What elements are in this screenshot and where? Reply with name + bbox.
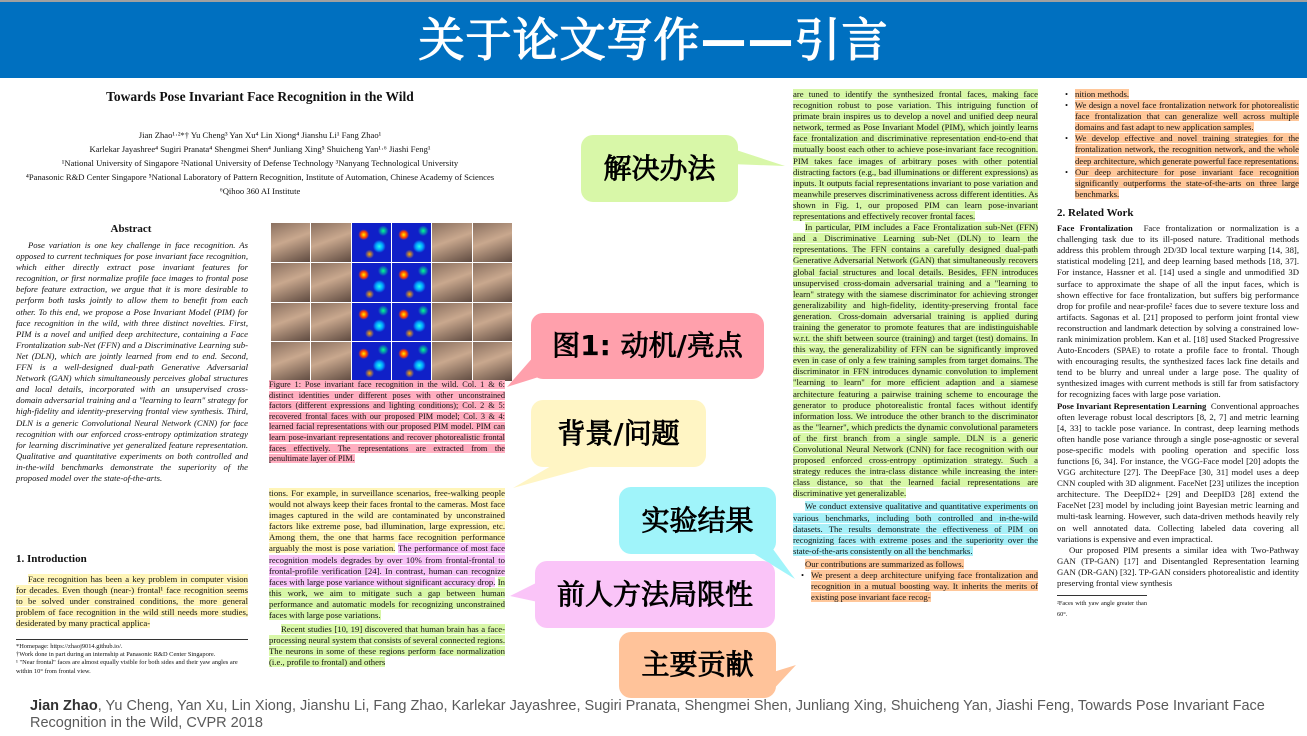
citation-text: , Yu Cheng, Yan Xu, Lin Xiong, Jianshu Li, Fang Zhao, Karlekar Jayashree, Sugiri Pranata, Shengmei Shen, Junliang Xing, Shuicheng Yan, Jiashi Feng, Towards Pose Invariant Face Recognition in the Wild, CVPR 2018 <box>30 698 1265 731</box>
face-image <box>311 303 350 342</box>
highlight-solution: are tuned to identify the synthesized frontal faces, making face recognition robust to pose variation. This intriguing function of primate brain inspires us to develop a novel and unified deep neural network, termed as Pose Invariant Model (PIM), which jointly learns face frontalization and discriminative representation end-to-end that mutually boost each other to achieve pose-invariant face recognition. PIM takes face images of arbitrary poses with other potential distracting factors (e.g., bad illuminations or different expressions) as inputs. It outputs facial representations invariant to pose variation and meanwhile preserves discriminativeness across different identities. As shown in Fig. 1, our proposed PIM can learn pose-invariant representations and effectively recover frontal faces. <box>793 89 1038 222</box>
heatmap-image <box>352 223 391 262</box>
callout-label: 前人方法局限性 <box>556 577 753 611</box>
highlight-limitations: The performance of most face recognition models degrades by over 10% from frontal-frontal to frontal-profile verification [24]. In contrast, human can recognize faces with large pose variance without significant accuracy drop. <box>269 543 506 587</box>
highlight-solution: In particular, PIM includes a Face Frontalization sub-Net (FFN) and a Discriminative Learning sub-Net (DLN) to learn the representations. The FFN contains a carefully designed dual-path Generative Adversarial Network (GAN) that simultaneously recovers global facial structures and local details. Besides, FFN introduces unsupervised cross-domain adversarial training and a "learning to learn" strategy with the siamese discriminator for achieving stronger generalizability and high-fidelity, identity-preserving frontal face generation. Cross-domain adversarial training is applied during training the generator to promote features that are indistinguishable w.r.t. the shift between source (training) and target (test) domains. In this way, the generalizability of FFN can be significantly improved even in case of only a few training samples from target domains. The discriminator in FFN introduces dynamic convolution to implement "learning to learn" for more efficient adaption and a siamese architecture featuring a pairwise training scheme to encourage the generator to produce photorealistic frontal faces without identify information loss. We introduce the other branch to the discriminator as the "learner", which predicts the dynamic convolutional parameters of the first branch from a single sample. DLN is a generic Convolutional Neural Network (CNN) for face recognition with our proposed enforced cross-entropy optimization strategy. Such a strategy reduces the intra-class distance while increasing the inter-class distance, so that the learned facial representations are discriminative yet generalizable. <box>793 222 1038 499</box>
callout-tail-icon <box>505 355 545 390</box>
slide-header <box>0 0 1307 78</box>
contribution-text: nition methods. <box>1075 89 1130 99</box>
callout-label: 主要贡献 <box>641 648 754 681</box>
contribution-item <box>801 570 1038 603</box>
intro-continuation <box>269 488 505 669</box>
heatmap-image <box>352 263 391 302</box>
callout-main-contributions <box>619 632 776 698</box>
contribution-item <box>1065 100 1299 133</box>
face-image <box>271 303 310 342</box>
abstract-heading: Abstract <box>110 223 152 235</box>
first-author: Jian Zhao <box>30 698 98 714</box>
contributions-list <box>793 570 1038 603</box>
pose-invariant-text: Conventional approaches often leverage robust local descriptors [8, 2, 7] and metric learning [4, 33] to tackle pose variance. In contrast, deep learning methods often handle pose variance through a single pose-agnostic or several pose-specific models with pooling operation and specific loss functions [6, 34]. For instance, the VGG-Face model [20] adopts the VGG architecture [27]. The DeepFace [30, 31] model uses a deep CNN coupled with 3D alignment. FaceNet [23] utilizes the inception architecture. The DeepID2+ [29] and DeepID3 [28] extend the FaceNet [23] model by including joint Bayesian metric learning and multi-task learning. However, such data-driven methods heavily rely on well annotated data. Collecting labeled data covering all variations is expensive and even impractical. <box>1057 400 1299 544</box>
column-4 <box>1057 89 1299 620</box>
callout-label: 背景/问题 <box>557 416 680 450</box>
subsection-title: Pose Invariant Representation Learning <box>1057 400 1207 411</box>
heatmap-image <box>392 263 431 302</box>
footnotes <box>16 639 248 676</box>
callout-label: 图1: 动机/亮点 <box>552 329 743 362</box>
face-image <box>432 263 471 302</box>
callout-prior-limitations <box>535 561 775 628</box>
contribution-item-continuation <box>1065 89 1299 100</box>
introduction-heading: 1. Introduction <box>16 553 87 565</box>
affiliations-line-3: ⁶Qihoo 360 AI Institute <box>219 186 301 196</box>
heatmap-image <box>352 303 391 342</box>
column-3 <box>793 89 1038 603</box>
slide-title: 关于论文写作——引言 <box>418 13 889 67</box>
callout-tail-icon <box>510 578 540 608</box>
heatmap-image <box>392 303 431 342</box>
face-image <box>271 223 310 262</box>
highlight-solution: Recent studies [10, 19] discovered that human brain has a face-processing neural system that consists of several connected regions. The neurons in some of these regions perform face normalization (i.e., profile to frontal) and others <box>269 624 505 668</box>
heatmap-image <box>392 223 431 262</box>
related-work-heading: 2. Related Work <box>1057 206 1134 219</box>
abstract-paragraph: Pose variation is one key challenge in face recognition. As opposed to current techniques for pose invariant face recognition, which either directly extract pose invariant features for recognition, or first normalize profile face images to frontal pose before feature extraction, we argue that it is more desirable to perform both tasks jointly to allow them to benefit from each other. To this end, we propose a Pose Invariant Model (PIM) for face recognition in the wild, with three distinct novelties. First, PIM is a novel and unified deep architecture, containing a Face Frontalization sub-Net (FFN) and a Discriminative Learning sub-Net (DLN), which are jointly learned from end to end. Second, FFN is a well-designed dual-path Generative Adversarial Network (GAN) which simultaneously perceives global structures and local details, incorporated with an unsupervised cross-domain adversarial training and a "learning to learn" strategy for high-fidelity and identity-preserving frontal view synthesis. Third, DLN is a generic Convolutional Neural Network (CNN) for face recognition with our enforced cross-entropy optimization strategy for learning discriminative yet generalized feature representation. Qualitative and quantitative experiments on both controlled and in-the-wild benchmarks demonstrate the superiority of the proposed model over the state-of-the-arts. <box>16 240 248 483</box>
affiliations-line-2: ⁴Panasonic R&D Center Singapore ⁵National Laboratory of Pattern Recognition, Institute of Automation, Chinese Academy of Sciences <box>25 172 495 182</box>
footnote-internship: †Work done in part during an internship at Panasonic R&D Center Singapore. <box>16 651 216 659</box>
caption-highlight-figure: Figure 1: Pose invariant face recognition in the wild. Col. 1 & 6: distinct identities under different poses with other unconstrained factors (different expressions and lighting conditions); Col. 2 & 5: recovered frontal faces with our proposed PIM model; Col. 3 & 4: learned facial representations with our proposed PIM model. PIM can learn pose-invariant representations and recover photorealistic frontal faces effectively. The representations are extracted from the penultimate layer of PIM. <box>269 380 505 464</box>
face-image <box>473 303 512 342</box>
face-image <box>432 303 471 342</box>
contribution-item <box>1065 133 1299 166</box>
face-image <box>271 342 310 381</box>
callout-solution <box>581 135 738 202</box>
footnote-2: ²Faces with yaw angle greater than 60°. <box>1057 595 1147 620</box>
author-block <box>0 128 520 198</box>
face-frontalization-text: Face frontalization or normalization is a challenging task due to its ill-posed nature. Traditional methods address this problem through 2D/3D local texture warping [14, 38], statistical modeling [21], and deep learning based methods [18, 37]. For instance, Hassner et al. [14] used a single and unmodified 3D surface to approximate the shape of all the input faces, which is shown effective for face frontalization, but suffers big performance drop for profile and near-profile² faces due to severe texture loss and artifacts. Sagonas et al. [21] proposed to perform joint frontal view reconstruction and landmark detection by solving a constrained low-rank minimization problem. Kan et al. [18] used Stacked Progressive Auto-Encoders (SPAE) to rotate a profile face to frontal. Though with encouraging results, the synthesized faces lack fine details and tend to be blurry and unreal under a large pose. The quality of synthesized images with current methods is still far from satisfactory for recognizing faces with large pose variation. <box>1057 223 1299 400</box>
callout-tail-icon <box>770 665 800 695</box>
face-image <box>271 263 310 302</box>
contribution-item <box>1065 167 1299 200</box>
subsection-title: Face Frontalization <box>1057 223 1133 234</box>
introduction-text <box>16 574 248 629</box>
highlight-solution: In this work, we aim to mitigate such a gap between human performance and automatic models for recognizing unconstrained faces with large pose variations. <box>269 576 506 621</box>
highlight-results: We conduct extensive qualitative and quantitative experiments on various benchmarks, including both controlled and in-the-wild datasets. The results demonstrate the effectiveness of PIM on recognizing faces with extreme poses and the superiority over the state-of-the-arts consistently on all the benchmarks. <box>793 501 1038 556</box>
callout-experimental-results <box>619 487 776 554</box>
footnote-near-frontal: ¹ "Near frontal" faces are almost equally visible for both sides and their yaw angles are within 10° from frontal view. <box>16 659 238 675</box>
callout-figure-motivation <box>531 313 764 379</box>
authors-line-2: Karlekar Jayashree⁴ Sugiri Pranata⁴ Shengmei Shen⁴ Junliang Xing⁵ Shuicheng Yan¹·⁶ Jiashi Feng¹ <box>89 144 431 154</box>
highlight-background: tions. For example, in surveillance scenarios, free-walking people would not always keep their faces frontal to the cameras. Most face images captured in the wild are contaminated by unconstrained factors like extreme pose, bad illumination, large expression, etc. Among them, the one that harms face recognition performance arguably the most is pose variation. <box>269 488 505 554</box>
contribution-text: We present a deep architecture unifying face frontalization and recognition in a mutual boosting way. It inherits the merits of existing pose invariant face recog- <box>811 570 1038 603</box>
authors-line-1: Jian Zhao¹·²*† Yu Cheng³ Yan Xu⁴ Lin Xiong⁴ Jianshu Li¹ Fang Zhao¹ <box>138 130 382 140</box>
face-image <box>432 342 471 381</box>
footnote-homepage: *Homepage: https://zhaoj9014.github.io/. <box>16 643 123 650</box>
contribution-text: We develop effective and novel training strategies for the frontalization network, the recognition network, and the whole deep architecture, which generate powerful face representations. <box>1075 133 1299 166</box>
abstract-text <box>16 240 248 484</box>
callout-label: 解决办法 <box>603 151 716 185</box>
contribution-text: We design a novel face frontalization network for photorealistic face frontalization that can generalize well across multiple domains and fast adapt to new application samples. <box>1075 100 1299 133</box>
callout-tail-icon <box>508 462 608 492</box>
callout-background-problem <box>531 400 706 467</box>
citation-footer <box>30 698 1300 732</box>
face-image <box>473 263 512 302</box>
figure-1-face-grid <box>271 223 512 381</box>
callout-label: 实验结果 <box>641 503 754 537</box>
face-image <box>311 223 350 262</box>
face-image <box>473 223 512 262</box>
heatmap-image <box>352 342 391 381</box>
contributions-list-continued <box>1057 89 1299 200</box>
highlight-contributions-intro: Our contributions are summarized as follows. <box>805 558 964 569</box>
heatmap-image <box>392 342 431 381</box>
callout-tail-icon <box>730 140 790 180</box>
figure-1-caption <box>269 380 505 465</box>
intro-paragraph-highlight-background: Face recognition has been a key problem in computer vision for decades. Even though (near-) frontal¹ face recognition seems to be solved under constrained conditions, the more general problem of face recognition in the wild still needs more studies, desiderated by many practical applica- <box>16 574 248 629</box>
face-image <box>311 342 350 381</box>
affiliations-line-1: ¹National University of Singapore ²National University of Defense Technology ³Nanyang Technological University <box>61 158 459 168</box>
face-image <box>432 223 471 262</box>
contribution-text: Our deep architecture for pose invariant face recognition significantly outperforms the state-of-the-arts on three large benchmarks. <box>1075 166 1299 199</box>
face-image <box>311 263 350 302</box>
related-work-paragraph: Our proposed PIM presents a similar idea with Two-Pathway GAN (TP-GAN) [17] and Disentangled Representation learning GAN (DR-GAN) [32]. TP-GAN considers photorealistic and identity preserving frontal view synthesis <box>1057 544 1299 589</box>
paper-title: Towards Pose Invariant Face Recognition in the Wild <box>106 89 414 104</box>
